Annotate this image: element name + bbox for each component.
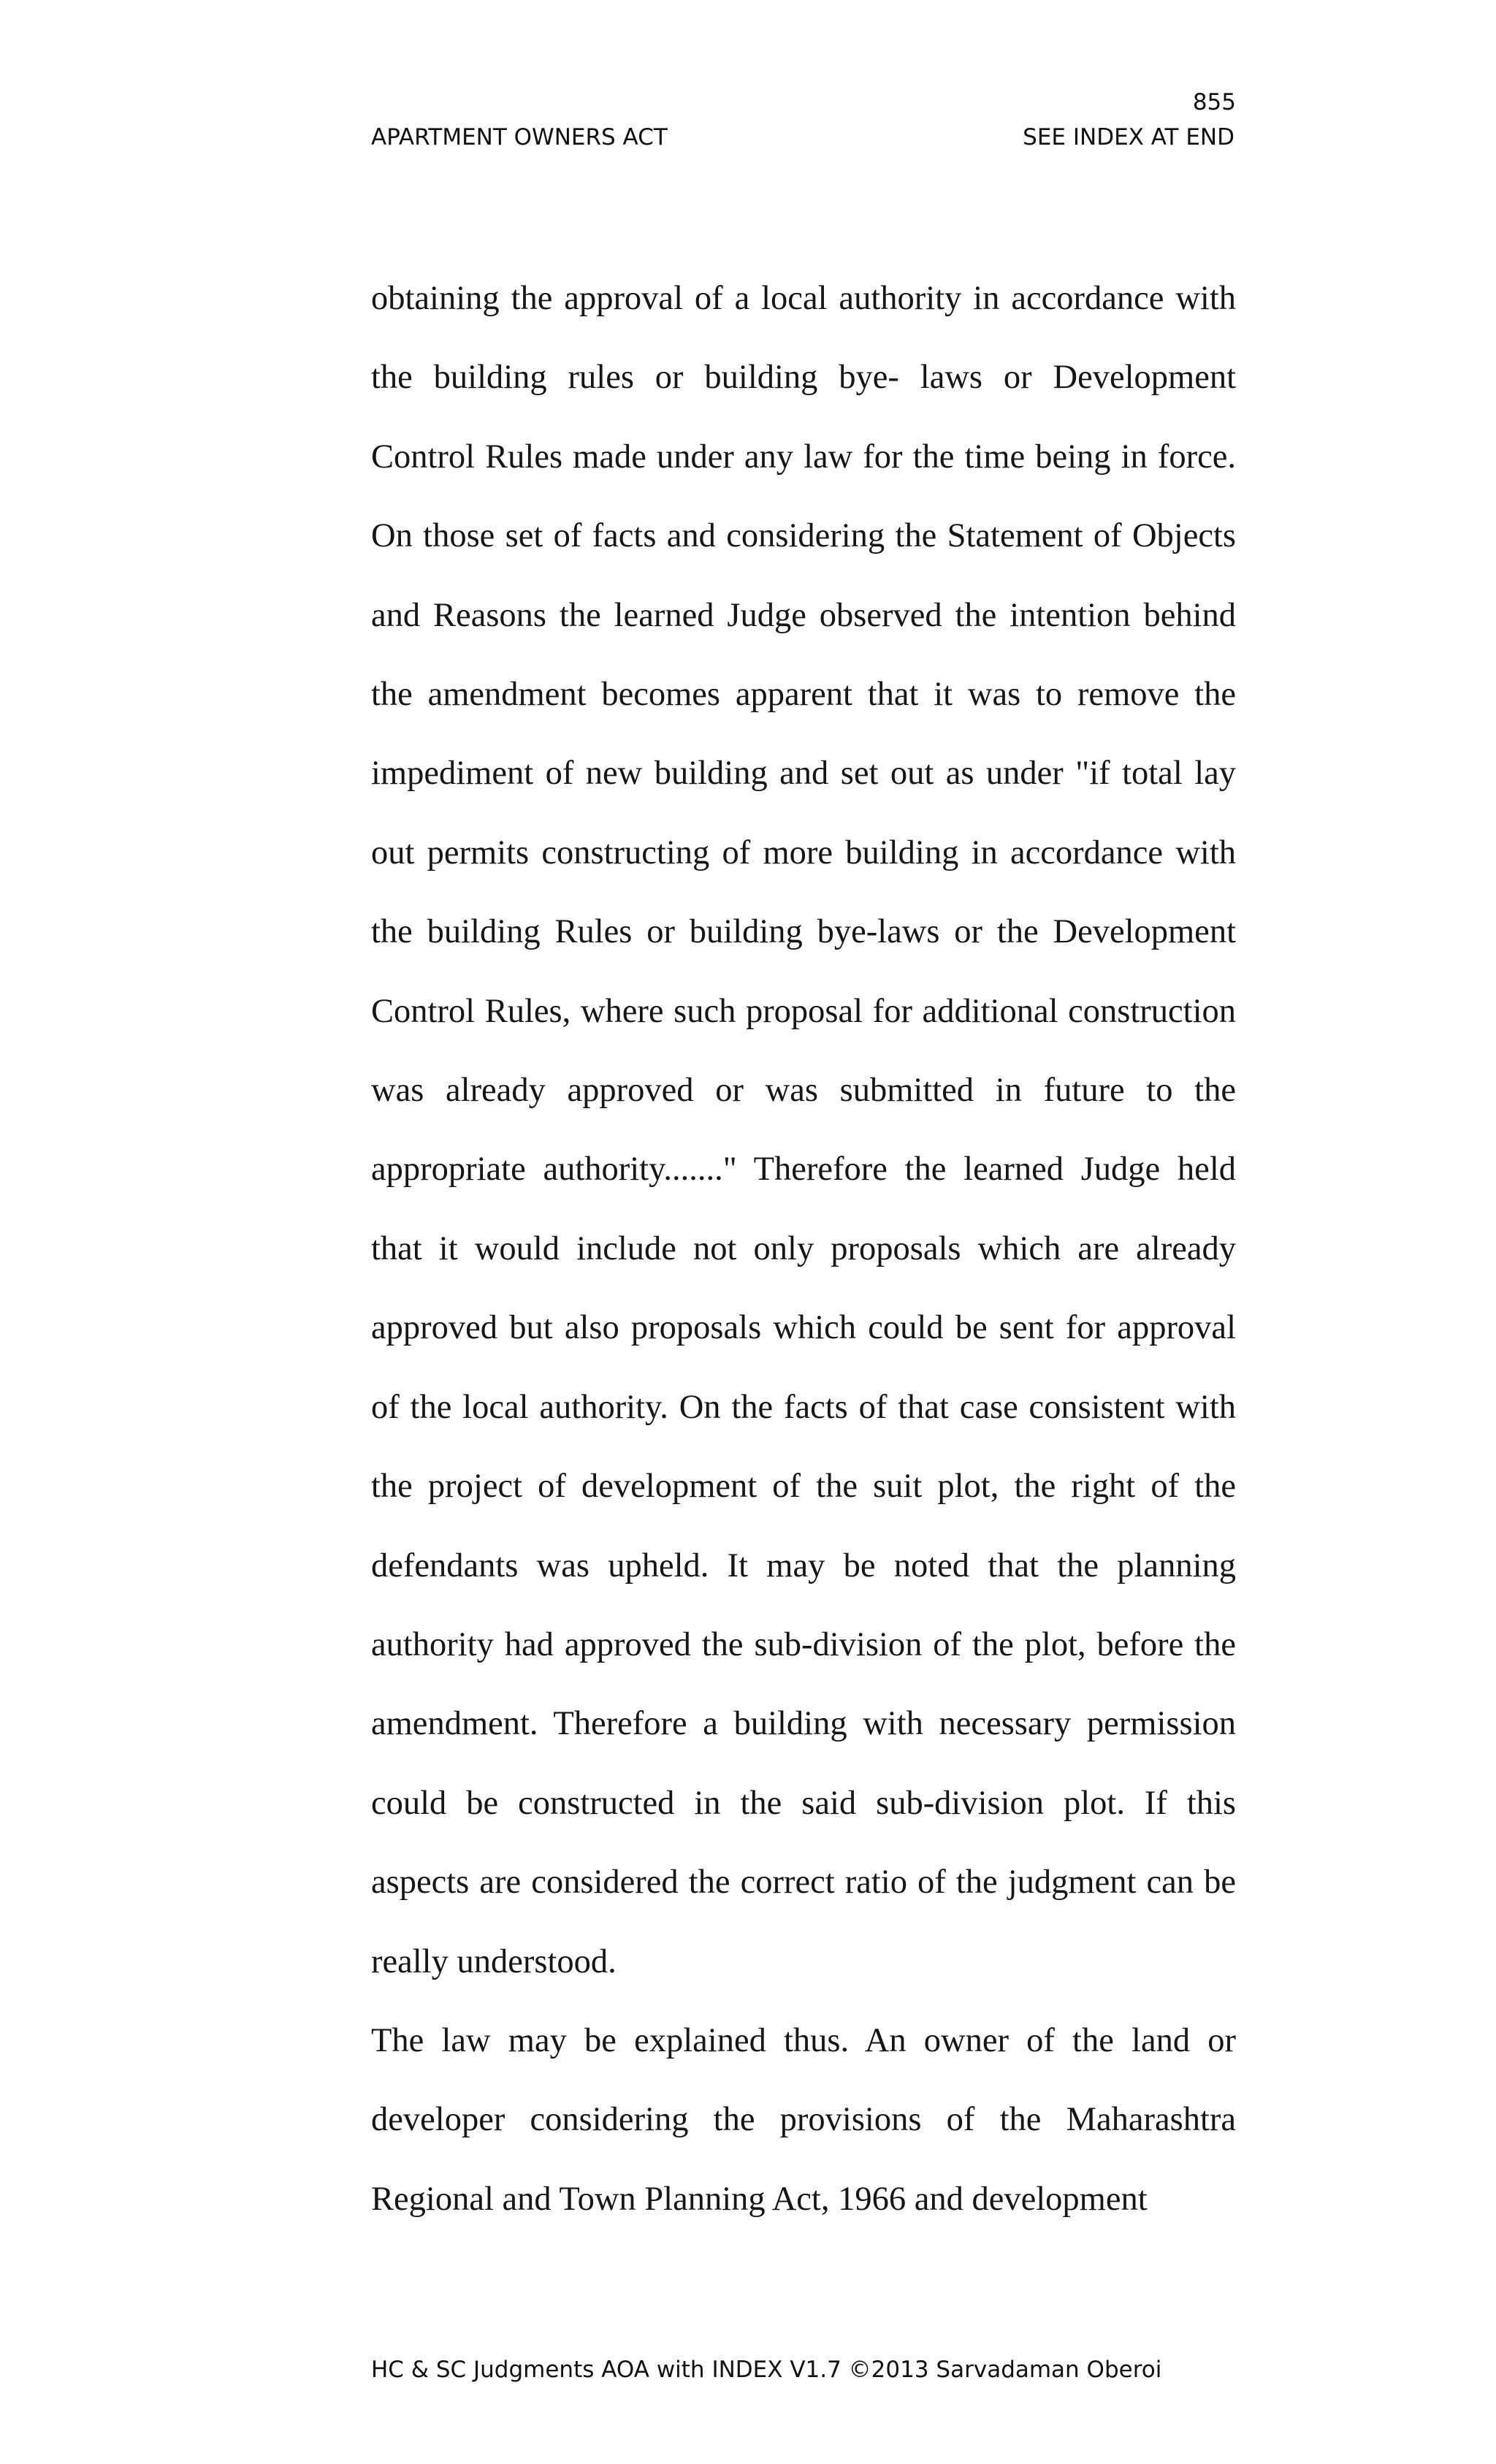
page-footer: HC & SC Judgments AOA with INDEX V1.7 ©2013 Sarvadaman Oberoi (371, 2357, 1162, 2383)
body-paragraph: obtaining the approval of a local authority in accordance with the building rules or building bye- laws or Development Control Rules made under any law for the time being in force. On those set of facts and considering the Statement of Objects and Reasons the learned Judge observed the intention behind the amendment becomes apparent that it was to remove the impediment of new building and set out as under "if total lay out permits constructing of more building in accordance with the building Rules or building bye-laws or the Development Control Rules, where such proposal for additional construction was already approved or was submitted in future to the appropriate authority......." Therefore the learned Judge held that it would include not only proposals which are already approved but also proposals which could be sent for approval of the local authority. On the facts of that case consistent with the project of development of the suit plot, the right of the defendants was upheld. It may be noted that the planning authority had approved the sub-division of the plot, before the amendment. Therefore a building with necessary permission could be constructed in the said sub-division plot. If this aspects are considered the correct ratio of the judgment can be really understood. (371, 280, 1236, 1980)
running-header (371, 121, 1236, 153)
page-number: 855 (1192, 89, 1236, 115)
body-paragraph: The law may be explained thus. An owner of the land or developer considering the provisions of the Maharashtra Regional and Town Planning Act, 1966 and development (371, 2021, 1236, 2218)
body-text (371, 259, 1236, 2239)
header-title-left: APARTMENT OWNERS ACT (371, 124, 668, 150)
header-index-note: SEE INDEX AT END (1023, 124, 1234, 150)
